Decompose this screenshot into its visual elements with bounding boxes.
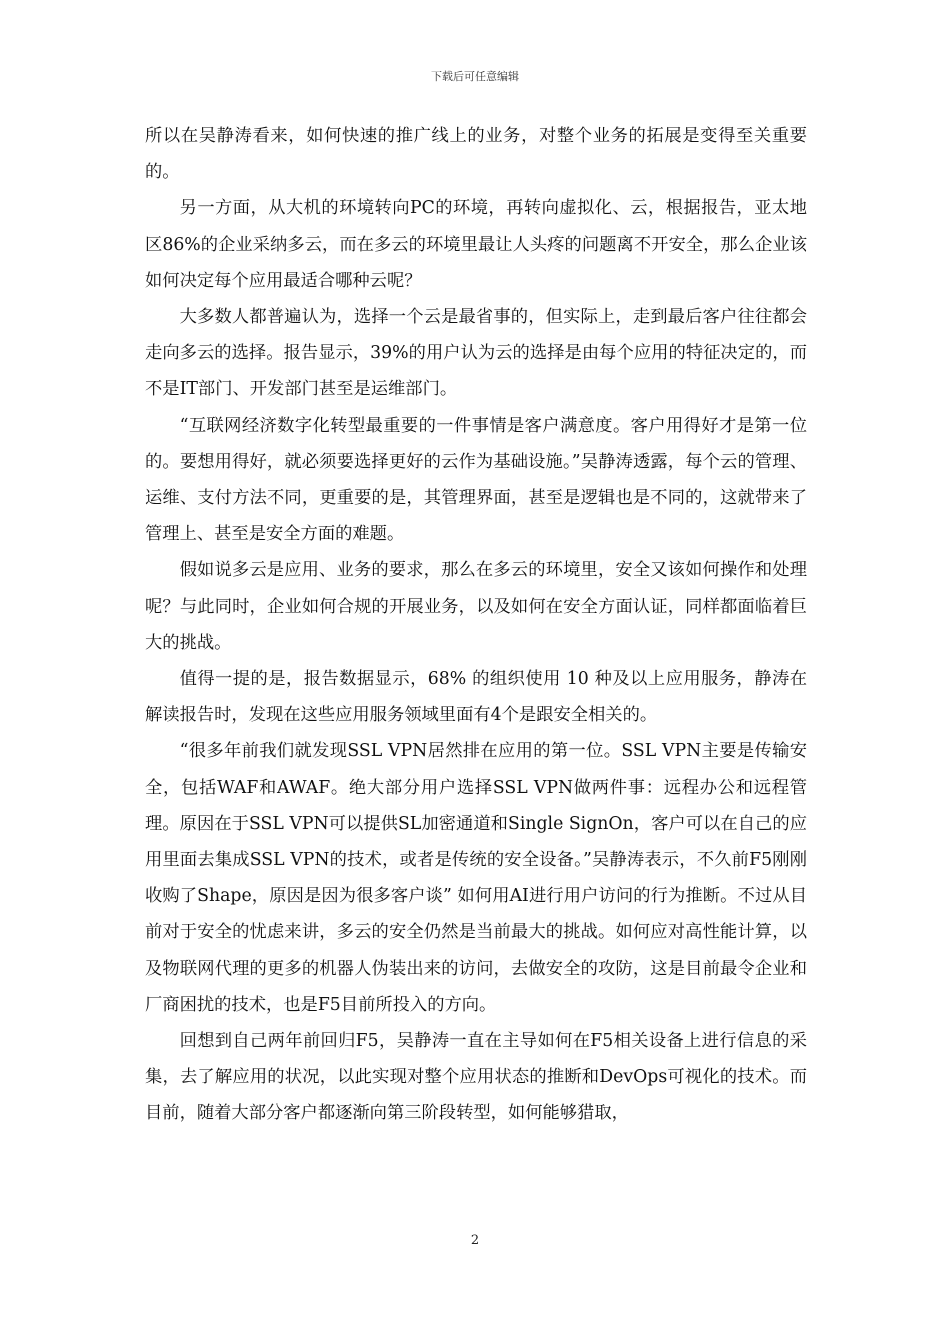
- paragraph-4: “互联网经济数字化转型最重要的一件事情是客户满意度。客户用得好才是第一位的。要想用得好，就必须要选择更好的云作为基础设施。”吴静涛透露，每个云的管理、运维、支付方法不同，更重要的是，其管理界面，甚至是逻辑也是不同的，这就带来了管理上、甚至是安全方面的难题。: [145, 415, 807, 545]
- paragraph-2: 另一方面，从大机的环境转向PC的环境，再转向虚拟化、云，根据报告，亚太地区86%的企业采纳多云，而在多云的环境里最让人头疼的问题离不开安全，那么企业该如何决定每个应用最适合哪种云呢？: [145, 198, 807, 291]
- page-number: 2: [470, 1233, 480, 1248]
- paragraph-8: 回想到自己两年前回归F5，吴静涛一直在主导如何在F5相关设备上进行信息的采集，去了解应用的状况，以此实现对整个应用状态的推断和DevOps可视化的技术。而目前，随着大部分客户都逐渐向第三阶段转型，如何能够猎取，: [145, 1031, 807, 1124]
- paragraph-5: 假如说多云是应用、业务的要求，那么在多云的环境里，安全又该如何操作和处理呢？与此同时，企业如何合规的开展业务，以及如何在安全方面认证，同样都面临着巨大的挑战。: [145, 560, 807, 653]
- page-header: 下载后可任意编辑: [431, 70, 519, 83]
- paragraph-6: 值得一提的是，报告数据显示，68% 的组织使用 10 种及以上应用服务，静涛在解读报告时，发现在这些应用服务领域里面有4个是跟安全相关的。: [145, 669, 807, 726]
- paragraph-3: 大多数人都普遍认为，选择一个云是最省事的，但实际上，走到最后客户往往都会走向多云的选择。报告显示，39%的用户认为云的选择是由每个应用的特征决定的，而不是IT部门、开发部门甚至是运维部门。: [145, 307, 807, 400]
- paragraph-1: 所以在吴静涛看来，如何快速的推广线上的业务，对整个业务的拓展是变得至关重要的。: [145, 126, 807, 183]
- body-text: [145, 118, 807, 1132]
- paragraph-7: “很多年前我们就发现SSL VPN居然排在应用的第一位。SSL VPN主要是传输安全，包括WAF和AWAF。绝大部分用户选择SSL VPN做两件事：远程办公和远程管理。原因在于SSL VPN可以提供SL加密通道和Single SignOn，客户可以在自己的应用里面去集成SSL VPN的技术，或者是传统的安全设备。”吴静涛表示，不久前F5刚刚收购了Shape，原因是因为很多客户谈” 如何用AI进行用户访问的行为推断。不过从目前对于安全的忧虑来讲，多云的安全仍然是当前最大的挑战。如何应对高性能计算，以及物联网代理的更多的机器人伪装出来的访问，去做安全的攻防，这是目前最令企业和厂商困扰的技术，也是F5目前所投入的方向。: [145, 741, 807, 1015]
